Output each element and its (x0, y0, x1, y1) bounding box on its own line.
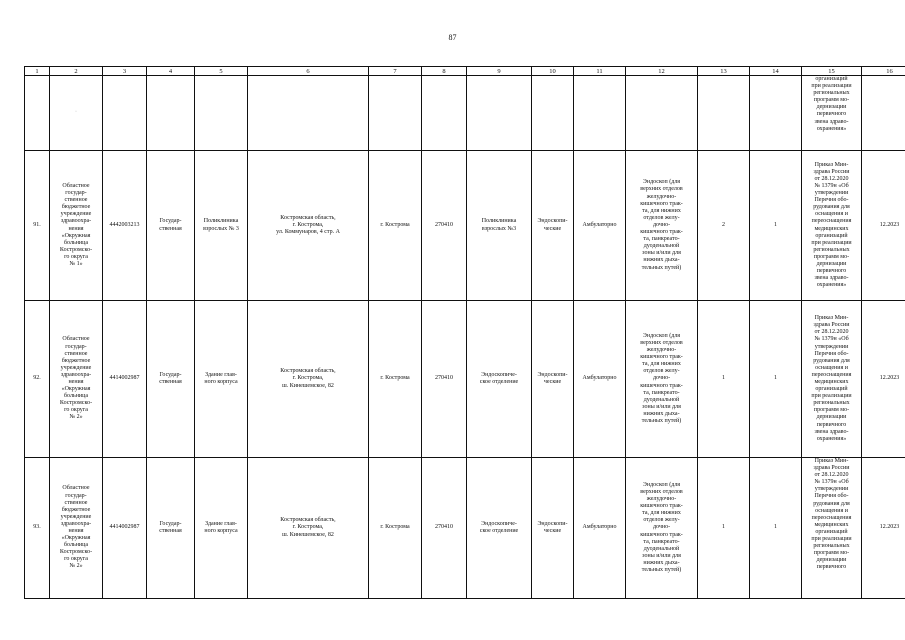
equipment-cell: Эндоскоп (для верхних отделов желудочно- кишечного трак- та, для нижних отделов желу- дочно- кишечного трак- та, панкреато- дуоденальной зоны и/или для нижних дыха- тельных путей) (626, 301, 698, 458)
ownership-cell: Государ- ственная (147, 151, 195, 301)
row-number: 92. (25, 301, 50, 458)
code-cell: 270410 (422, 458, 467, 599)
building-cell: Здание глав- ного корпуса (195, 458, 248, 599)
equipment-cell: Эндоскоп (для верхних отделов желудочно- кишечного трак- та, для нижних отделов желу- дочно- кишечного трак- та, панкреато- дуоденальной зоны и/или для нижних дыха- тельных путей) (626, 458, 698, 599)
basis-cell: Приказ Мин- здрава России от 28.12.2020 № 1379н «Об утверждении Перечня обо- рудования для оснащения и переоснащения медицинских организаций при реализации региональных программ мо- дернизации первичного (802, 458, 862, 599)
continuation-row (25, 76, 905, 151)
date-cell: 12.2023 (862, 301, 905, 458)
department-cell: Эндоскопиче- ское отделение (467, 301, 532, 458)
row-number: 93. (25, 458, 50, 599)
code-cell: 270410 (422, 301, 467, 458)
date-cell: 12.2023 (862, 458, 905, 599)
quantity-cell: 1 (750, 458, 802, 599)
scan-mark: · (50, 76, 103, 151)
profile-cell: Эндоскопи- ческие (532, 301, 574, 458)
page-number: 87 (448, 33, 457, 42)
organization-cell: Областное государ- ственное бюджетное учреждение здравоохра- нения «Окружная больница Костромско- го округа № 2» (50, 301, 103, 458)
quantity-cell: 1 (698, 458, 750, 599)
quantity-cell: 1 (750, 301, 802, 458)
table-row (25, 151, 905, 301)
organization-cell: Областное государ- ственное бюджетное учреждение здравоохра- нения «Окружная больница Костромско- го округа № 1» (50, 151, 103, 301)
column-number: 1 (25, 67, 50, 76)
column-number: 7 (369, 67, 422, 76)
profile-cell: Эндоскопи- ческие (532, 151, 574, 301)
column-number: 10 (532, 67, 574, 76)
column-number: 8 (422, 67, 467, 76)
column-number: 4 (147, 67, 195, 76)
building-cell: Здание глав- ного корпуса (195, 301, 248, 458)
date-cell: 12.2023 (862, 151, 905, 301)
basis-cell: Приказ Мин- здрава России от 28.12.2020 № 1379н «Об утверждении Перечня обо- рудования для оснащения и переоснащения медицинских организаций при реализации региональных программ мо- дернизации первичного звена здраво- охранения» (802, 151, 862, 301)
inn-cell: 4414002987 (103, 301, 147, 458)
equipment-table (24, 66, 905, 599)
quantity-cell: 2 (698, 151, 750, 301)
column-number: 9 (467, 67, 532, 76)
column-number: 12 (626, 67, 698, 76)
inn-cell: 4442003213 (103, 151, 147, 301)
quantity-cell: 1 (750, 151, 802, 301)
row-number: 91. (25, 151, 50, 301)
profile-cell: Эндоскопи- ческие (532, 458, 574, 599)
care-cell: Амбулаторно (574, 458, 626, 599)
city-cell: г. Кострома (369, 301, 422, 458)
column-number: 3 (103, 67, 147, 76)
column-number: 13 (698, 67, 750, 76)
address-cell: Костромская область, г. Кострома, ш. Кинешемское, 82 (248, 458, 369, 599)
organization-cell: Областное государ- ственное бюджетное учреждение здравоохра- нения «Окружная больница Костромско- го округа № 2» (50, 458, 103, 599)
ownership-cell: Государ- ственная (147, 458, 195, 599)
table-row (25, 301, 905, 458)
department-cell: Эндоскопиче- ское отделение (467, 458, 532, 599)
column-number: 5 (195, 67, 248, 76)
equipment-cell: Эндоскоп (для верхних отделов желудочно- кишечного трак- та, для нижних отделов желу- дочно- кишечного трак- та, панкреато- дуоденальной зоны и/или для нижних дыха- тельных путей) (626, 151, 698, 301)
care-cell: Амбулаторно (574, 151, 626, 301)
column-number-row (25, 67, 905, 76)
code-cell: 270410 (422, 151, 467, 301)
column-number: 15 (802, 67, 862, 76)
city-cell: г. Кострома (369, 458, 422, 599)
column-number: 6 (248, 67, 369, 76)
ownership-cell: Государ- ственная (147, 301, 195, 458)
city-cell: г. Кострома (369, 151, 422, 301)
care-cell: Амбулаторно (574, 301, 626, 458)
quantity-cell: 1 (698, 301, 750, 458)
column-number: 11 (574, 67, 626, 76)
column-number: 16 (862, 67, 905, 76)
department-cell: Поликлиника взрослых №3 (467, 151, 532, 301)
column-number: 2 (50, 67, 103, 76)
address-cell: Костромская область, г. Кострома, ул. Коммунаров, 4 стр. А (248, 151, 369, 301)
building-cell: Поликлиника взрослых № 3 (195, 151, 248, 301)
inn-cell: 4414002987 (103, 458, 147, 599)
table-row (25, 458, 905, 599)
address-cell: Костромская область, г. Кострома, ш. Кинешемское, 82 (248, 301, 369, 458)
column-number: 14 (750, 67, 802, 76)
basis-cell: организаций при реализации региональных программ мо- дернизации первичного звена здраво- охранения» (802, 76, 862, 151)
basis-cell: Приказ Мин- здрава России от 28.12.2020 № 1379н «Об утверждении Перечня обо- рудования для оснащения и переоснащения медицинских организаций при реализации региональных программ мо- дернизации первичного звена здраво- охранения» (802, 301, 862, 458)
